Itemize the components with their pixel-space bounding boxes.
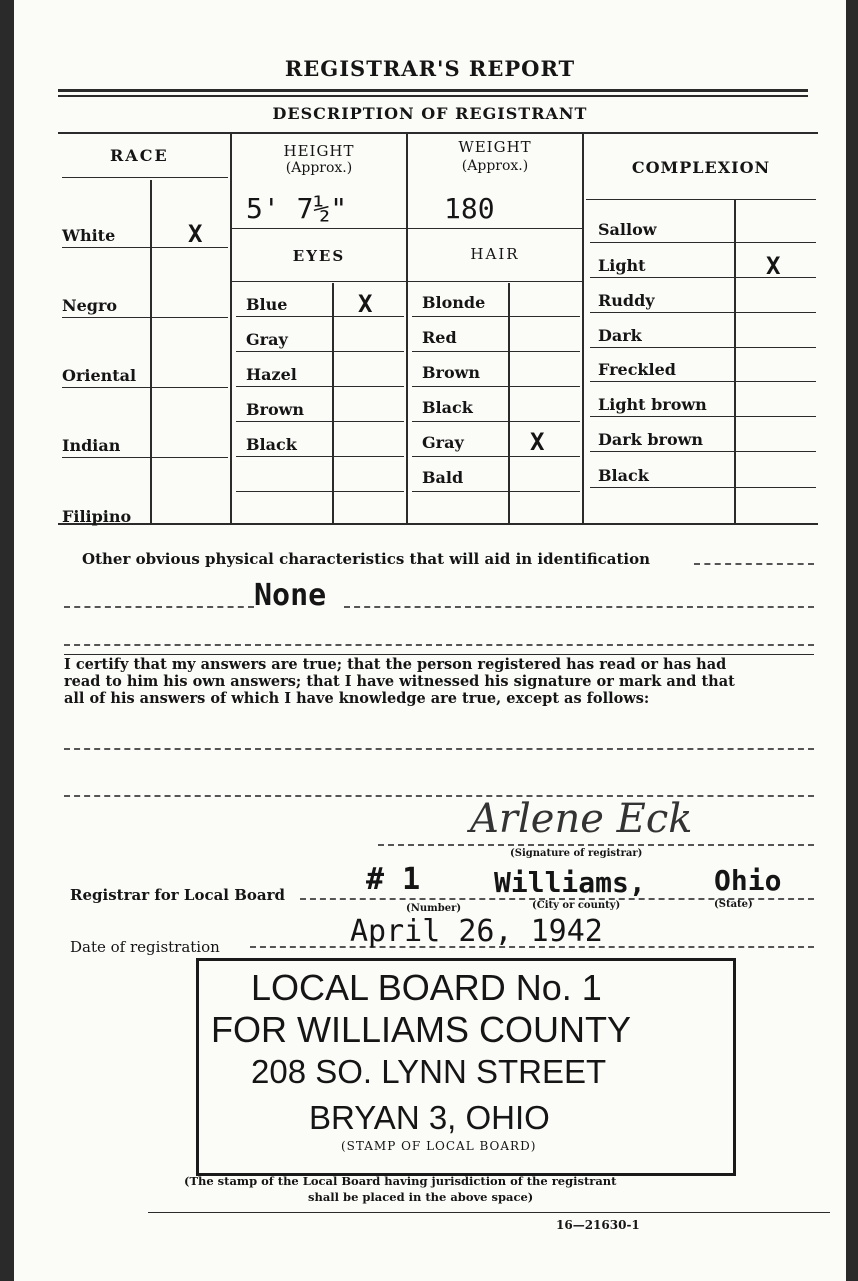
- eyes-option: Gray: [246, 330, 288, 349]
- eyes-option: Blue: [246, 295, 288, 314]
- hair-row-rule: [412, 316, 580, 317]
- eyes-row-rule: [236, 351, 404, 352]
- race-option: Filipino: [62, 507, 132, 526]
- title-rule-2: [58, 95, 808, 97]
- number-caption: (Number): [406, 903, 462, 914]
- col-sep-eyes: [406, 134, 408, 524]
- title-rule: [58, 89, 808, 92]
- section-rule: [58, 132, 818, 134]
- eyes-row-rule: [236, 386, 404, 387]
- hair-row-rule: [412, 386, 580, 387]
- other-characteristics-value: None: [254, 578, 327, 613]
- board-number: # 1: [366, 862, 421, 897]
- date-label: Date of registration: [70, 938, 220, 956]
- registration-card: [14, 0, 846, 1281]
- hair-header: HAIR: [470, 245, 520, 263]
- height-label: HEIGHT: [283, 142, 355, 160]
- hair-header-rule: [408, 281, 582, 282]
- complexion-header: COMPLEXION: [631, 158, 771, 177]
- certification-text: [64, 656, 824, 707]
- hair-row-rule: [412, 351, 580, 352]
- complexion-row-rule: [590, 381, 816, 382]
- height-value: 5' 7½": [246, 192, 348, 225]
- stamp-footnote: shall be placed in the above space): [308, 1190, 534, 1204]
- stamp-footnote: (The stamp of the Local Board having jurisdiction of the registrant: [184, 1174, 617, 1188]
- race-row-rule: [62, 387, 228, 388]
- race-option: Indian: [62, 436, 121, 455]
- stamp-caption: (STAMP OF LOCAL BOARD): [341, 1139, 537, 1153]
- col-sep-race: [230, 134, 232, 524]
- eyes-blue-mark: X: [358, 290, 373, 318]
- local-board-label: Registrar for Local Board: [70, 886, 286, 904]
- form-title: REGISTRAR'S REPORT: [284, 56, 576, 81]
- complexion-light-mark: X: [766, 252, 781, 280]
- board-city: Williams,: [494, 866, 646, 899]
- race-option: Oriental: [62, 366, 137, 385]
- hair-row-rule: [412, 421, 580, 422]
- race-check-sep: [150, 180, 152, 524]
- eyes-header: EYES: [292, 247, 346, 265]
- complexion-row-rule: [590, 487, 816, 488]
- complexion-option: Light brown: [598, 395, 707, 414]
- weight-sub: (Approx.): [461, 158, 529, 174]
- complexion-option: Dark brown: [598, 430, 704, 449]
- eyes-row-rule: [236, 421, 404, 422]
- weight-label: WEIGHT: [458, 138, 532, 156]
- eyes-option: Brown: [246, 400, 305, 419]
- hair-row-rule: [412, 456, 580, 457]
- footer-rule: [148, 1212, 830, 1213]
- stamp-line: LOCAL BOARD No. 1: [251, 967, 602, 1008]
- eyes-row-rule: [236, 456, 404, 457]
- complexion-option: Dark: [598, 326, 642, 345]
- signature-line: [378, 844, 814, 846]
- certify-line: all of his answers of which I have knowledge are true, except as follows:: [64, 690, 650, 707]
- dotted-line: [64, 644, 814, 646]
- hair-check-sep: [508, 283, 510, 524]
- complexion-row-rule: [590, 277, 816, 278]
- certify-line: I certify that my answers are true; that the person registered has read or has had: [64, 656, 727, 673]
- state-caption: (State): [714, 899, 753, 910]
- complexion-option: Black: [598, 466, 649, 485]
- dotted-line: [64, 606, 254, 608]
- complexion-check-sep: [734, 200, 736, 524]
- race-option: White: [62, 226, 116, 245]
- dotted-line: [694, 563, 814, 565]
- local-board-stamp: [196, 958, 736, 1176]
- hair-gray-mark: X: [530, 428, 545, 456]
- hair-option: Blonde: [422, 293, 486, 312]
- complexion-option: Freckled: [598, 360, 676, 379]
- complexion-row-rule: [590, 416, 816, 417]
- hair-option: Brown: [422, 363, 481, 382]
- signature-caption: (Signature of registrar): [510, 848, 643, 859]
- complexion-option: Light: [598, 256, 646, 275]
- stamp-line: 208 SO. LYNN STREET: [251, 1053, 607, 1090]
- other-characteristics-label: Other obvious physical characteristics that will aid in identification: [82, 550, 650, 568]
- dotted-line: [64, 795, 814, 797]
- race-white-mark: X: [188, 220, 203, 248]
- race-row-rule: [62, 317, 228, 318]
- certify-rule: [64, 654, 814, 655]
- race-header-rule: [62, 177, 228, 178]
- hair-option: Gray: [422, 433, 464, 452]
- weight-value: 180: [444, 192, 495, 225]
- hw-rule: [232, 228, 582, 229]
- complexion-row-rule: [590, 347, 816, 348]
- complexion-row-rule: [590, 451, 816, 452]
- col-sep-hair: [582, 134, 584, 524]
- form-number: 16—21630-1: [556, 1218, 640, 1232]
- stamp-line: FOR WILLIAMS COUNTY: [211, 1009, 632, 1050]
- hair-option: Bald: [422, 468, 464, 487]
- race-row-rule: [62, 247, 228, 248]
- complexion-header-rule: [586, 199, 816, 200]
- eyes-option: Black: [246, 435, 297, 454]
- eyes-option: Hazel: [246, 365, 297, 384]
- complexion-option: Sallow: [598, 220, 657, 239]
- registrar-signature: Arlene Eck: [470, 796, 693, 842]
- stamp-line: BRYAN 3, OHIO: [309, 1099, 550, 1136]
- eyes-check-sep: [332, 283, 334, 524]
- race-header: RACE: [110, 146, 169, 165]
- height-sub: (Approx.): [285, 160, 353, 176]
- complexion-row-rule: [590, 312, 816, 313]
- section-title: DESCRIPTION OF REGISTRANT: [272, 104, 588, 123]
- hair-option: Red: [422, 328, 457, 347]
- race-option: Negro: [62, 296, 118, 315]
- registration-date: April 26, 1942: [350, 914, 603, 949]
- race-row-rule: [62, 457, 228, 458]
- eyes-row-rule: [236, 491, 404, 492]
- hair-row-rule: [412, 491, 580, 492]
- hair-option: Black: [422, 398, 473, 417]
- certify-line: read to him his own answers; that I have witnessed his signature or mark and that: [64, 673, 735, 690]
- eyes-header-rule: [232, 281, 406, 282]
- city-caption: (City or county): [532, 900, 621, 911]
- eyes-row-rule: [236, 316, 404, 317]
- complexion-row-rule: [590, 242, 816, 243]
- dotted-line: [344, 606, 814, 608]
- board-state: Ohio: [714, 864, 782, 897]
- dotted-line: [64, 748, 814, 750]
- table-bottom-rule: [58, 523, 818, 525]
- complexion-option: Ruddy: [598, 291, 655, 310]
